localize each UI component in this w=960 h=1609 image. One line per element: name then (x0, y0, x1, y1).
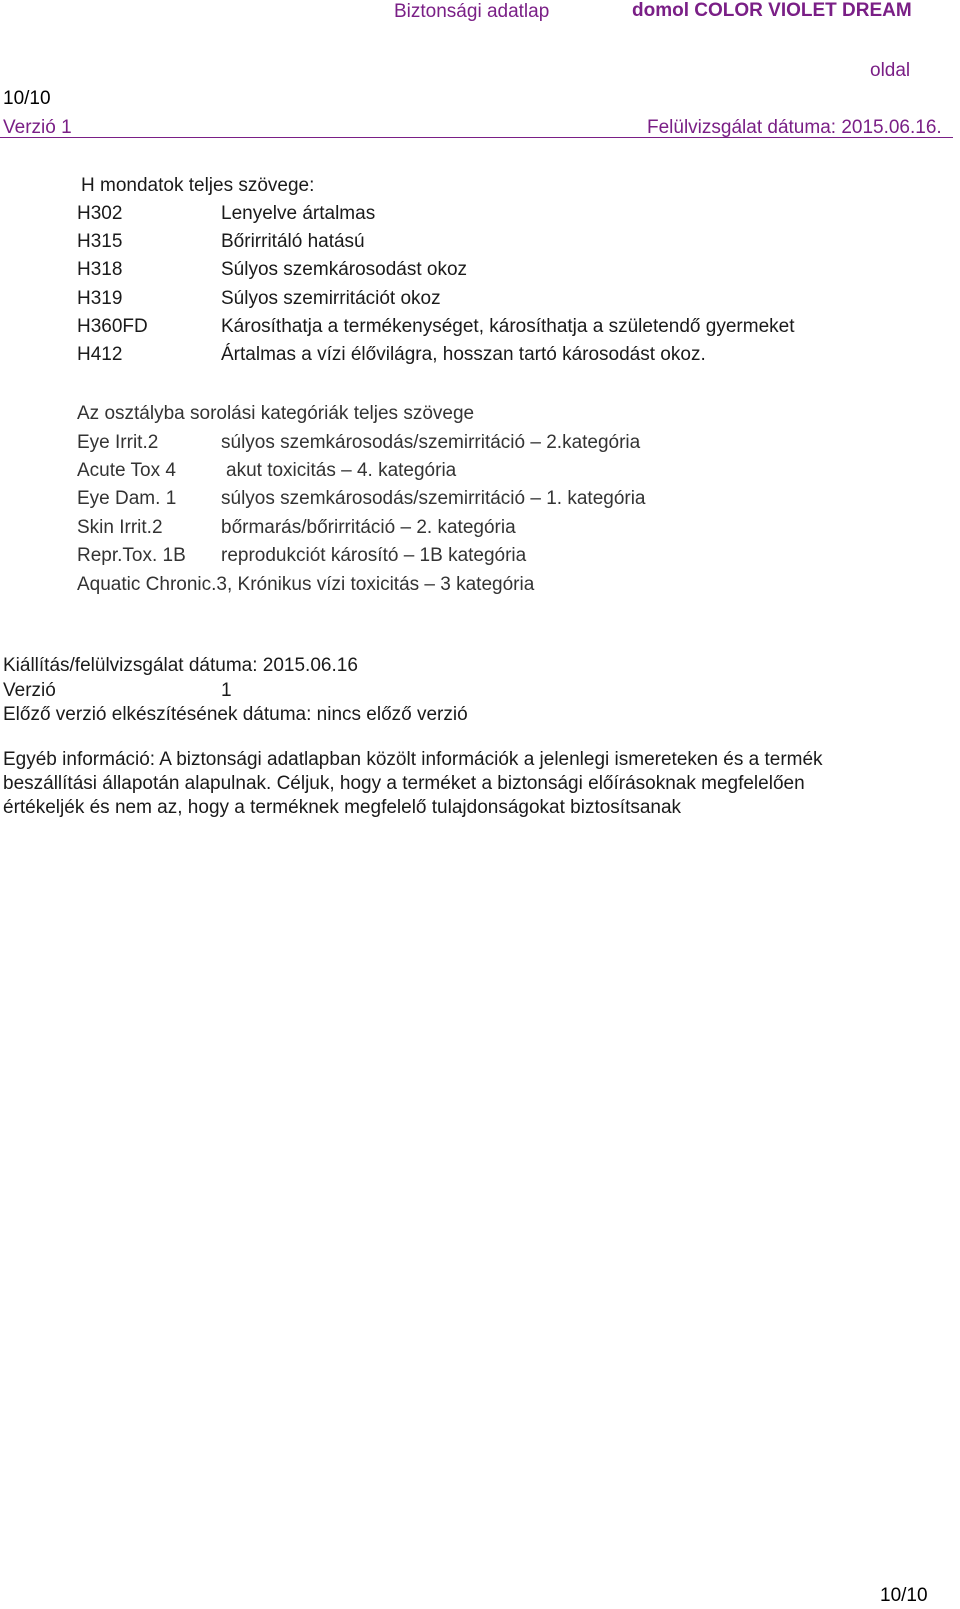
doc-type-label: Biztonsági adatlap (394, 1, 550, 22)
h-code: H412 (77, 344, 123, 365)
other-info-line: Egyéb információ: A biztonsági adatlapban közölt információk a jelenlegi ismereteken és a termék (3, 749, 823, 770)
h-text: Súlyos szemkárosodást okoz (221, 259, 468, 280)
h-text: Ártalmas a vízi élővilágra, hosszan tartó károsodást okoz. (221, 344, 706, 365)
page-label: oldal (870, 60, 911, 81)
classification-title: Az osztályba sorolási kategóriák teljes szövege (77, 403, 475, 424)
h-code: H319 (77, 288, 123, 309)
class-code: Skin Irrit.2 (77, 517, 163, 538)
issue-version-value: 1 (221, 680, 232, 701)
page-number: 10/10 (3, 88, 51, 109)
h-code: H318 (77, 259, 123, 280)
review-date: Felülvizsgálat dátuma: 2015.06.16. (647, 117, 942, 138)
class-code: Eye Dam. 1 (77, 488, 177, 509)
header-divider (0, 137, 953, 138)
aquatic-chronic-line: Aquatic Chronic.3, Krónikus vízi toxicitás – 3 kategória (77, 574, 535, 595)
version-label: Verzió 1 (3, 117, 72, 138)
product-name: domol COLOR VIOLET DREAM (632, 0, 912, 21)
footer-page-number: 10/10 (880, 1585, 928, 1606)
h-code: H302 (77, 203, 123, 224)
issue-version-label: Verzió (3, 680, 56, 701)
class-code: Repr.Tox. 1B (77, 545, 186, 566)
other-info-line: beszállítási állapotán alapulnak. Céljuk, hogy a terméket a biztonsági előírásoknak megfelelően (3, 773, 805, 794)
class-code: Eye Irrit.2 (77, 432, 159, 453)
class-text: reprodukciót károsító – 1B kategória (221, 545, 527, 566)
issue-date-line: Kiállítás/felülvizsgálat dátuma: 2015.06.16 (3, 655, 358, 676)
h-text: Lenyelve ártalmas (221, 203, 376, 224)
class-text: bőrmarás/bőrirritáció – 2. kategória (221, 517, 516, 538)
class-text: akut toxicitás – 4. kategória (226, 460, 457, 481)
h-code: H315 (77, 231, 123, 252)
h-statements-title: H mondatok teljes szövege: (81, 175, 315, 196)
h-text: Súlyos szemirritációt okoz (221, 288, 441, 309)
other-info-line: értékeljék és nem az, hogy a terméknek megfelelő tulajdonságokat biztosítsanak (3, 797, 682, 818)
h-text: Károsíthatja a termékenységet, károsíthatja a születendő gyermeket (221, 316, 795, 337)
class-text: súlyos szemkárosodás/szemirritáció – 2.kategória (221, 432, 641, 453)
h-code: H360FD (77, 316, 148, 337)
class-code: Acute Tox 4 (77, 460, 176, 481)
h-text: Bőrirritáló hatású (221, 231, 365, 252)
previous-version-line: Előző verzió elkészítésének dátuma: nincs előző verzió (3, 704, 468, 725)
class-text: súlyos szemkárosodás/szemirritáció – 1. kategória (221, 488, 646, 509)
